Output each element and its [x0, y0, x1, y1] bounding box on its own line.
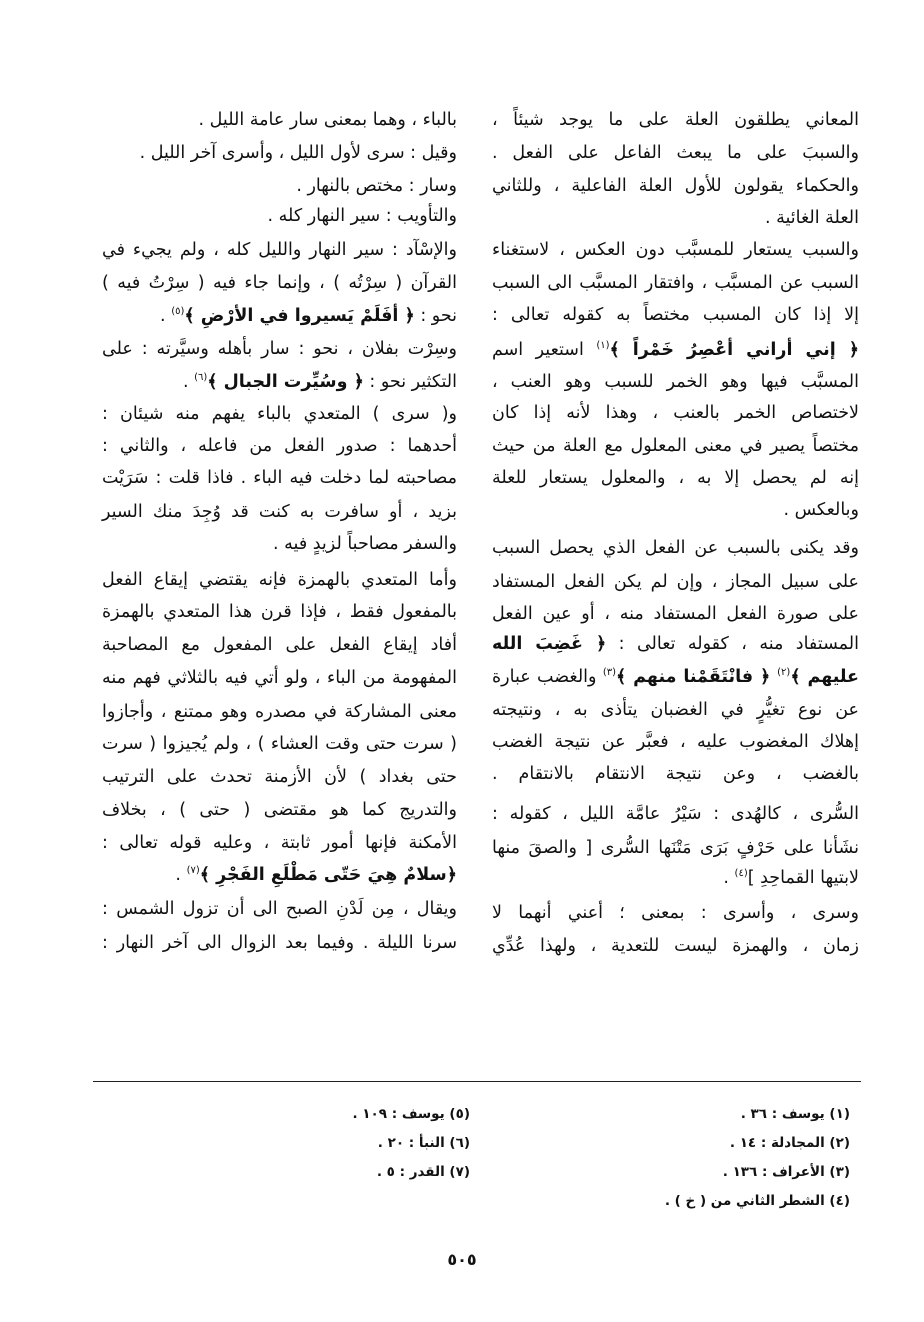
text-span: على صورة الفعل المستفاد منه ، أو عين الفعل [492, 604, 859, 624]
text-line [492, 496, 859, 524]
text-span: ويقال ، مِن لَدْنِ الصبح الى أن تزول الشمس : [102, 899, 457, 919]
footnote-ref: (٦) [194, 372, 208, 384]
text-span: وبالعكس . [783, 500, 859, 520]
text-line [102, 400, 457, 428]
text-line [102, 269, 457, 297]
text-span: وسرى ، وأسرى : بمعنى ؛ أعني أنهما لا [492, 903, 859, 923]
text-line [102, 368, 457, 396]
text-line [102, 172, 457, 200]
text-span: والتدريج كما هو مقتضى ( حتى ) ، بخلاف [102, 800, 457, 820]
quran-quote: عليهم ﴾ [790, 667, 859, 687]
text-span: . [175, 865, 187, 885]
text-line [492, 204, 859, 232]
text-span: المفهومة من الباء ، ولو أتي فيه بالثلاثي فهم منه [102, 668, 457, 688]
text-line [492, 139, 859, 167]
text-line [492, 534, 859, 562]
text-span: وقيل : سرى لأول الليل ، وأسرى آخر الليل . [139, 143, 457, 163]
text-line [492, 864, 859, 892]
footnotes-right [490, 1100, 850, 1216]
text-line [102, 139, 457, 167]
text-line [102, 464, 457, 492]
text-line [492, 368, 859, 396]
text-span: مصاحبته لما دخلت فيه الباء . فاذا قلت : سَرَيْت [102, 468, 457, 488]
text-line [492, 728, 859, 756]
quran-quote: ﴿ غَضِبَ الله [492, 634, 607, 654]
text-span: أفاد إيقاع الفعل على المفعول مع المصاحبة [102, 635, 457, 655]
text-span: إلا إذا كان المسبب مختصاً به كقوله تعالى : [492, 305, 859, 325]
text-span: مختصاً يصير في معنى المعلول مع العلة من حيث [492, 436, 859, 456]
text-span: والسبب يستعار للمسبَّب دون العكس ، لاستغناء [492, 240, 859, 260]
text-line [492, 432, 859, 460]
text-span: العلة الغائية . [764, 208, 859, 228]
text-line [492, 696, 859, 724]
text-line [102, 566, 457, 594]
text-span: والسفر مصاحباً لزيدٍ فيه . [273, 534, 457, 554]
text-line [492, 172, 859, 200]
text-span: . [723, 868, 735, 888]
text-line [102, 498, 457, 526]
text-span: المسبَّب فيها وهو الخمر للسبب وهو العنب ، [492, 372, 859, 392]
text-line [102, 302, 457, 330]
text-span: الأمكنة فإنها أمور ثابتة ، وعليه قوله تعالى : [102, 833, 457, 853]
text-span: والتأويب : سير النهار كله . [267, 206, 457, 226]
text-line [102, 895, 457, 923]
footnote-ref: (٥) [171, 306, 185, 318]
text-line [102, 530, 457, 558]
text-span: عن نوع تغيُّرٍ في الغضبان يتأذى به ، ونتيجته [492, 700, 859, 720]
text-span: أحدهما : صدور الفعل من فاعله ، والثاني : [102, 436, 457, 456]
text-span: بالغضب ، وعن نتيجة الانتقام بالانتقام . [492, 764, 859, 784]
text-line [102, 631, 457, 659]
text-line [102, 598, 457, 626]
text-line [102, 335, 457, 363]
text-span: المستفاد منه ، كقوله تعالى : [606, 634, 859, 654]
text-span: و( سرى ) المتعدي بالباء يفهم منه شيئان : [102, 404, 457, 424]
text-line [492, 399, 859, 427]
quran-quote: ﴿ أفَلَمْ يَسيروا في الأرْضِ ﴾ [184, 306, 415, 326]
text-line [492, 932, 859, 960]
text-span: بالباء ، وهما بمعنى سار عامة الليل . [198, 110, 457, 130]
text-span: زمان ، والهمزة ليست للتعدية ، ولهذا عُدِّي [492, 936, 859, 956]
text-span: والحكماء يقولون للأول العلة الفاعلية ، وللثاني [492, 176, 859, 196]
text-span: حتى بغداد ) لأن الأزمنة تحدث على الترتيب [102, 767, 457, 787]
text-line [492, 336, 859, 364]
text-span: سرنا الليلة . وفيما بعد الزوال الى آخر النهار : [102, 933, 457, 953]
text-line [492, 834, 859, 862]
text-line [492, 568, 859, 596]
text-span: السبب عن المسبَّب ، وافتقار المسبَّب الى السبب [492, 273, 859, 293]
quran-quote: ﴿ إني أراني أعْصِرُ خَمْراً ﴾ [609, 340, 860, 360]
text-line [492, 630, 859, 658]
text-span: معنى المشاركة في مصدره وهو ممتنع ، وأجازوا [102, 702, 457, 722]
footnote-ref: (٧) [186, 865, 200, 877]
footnote: (٣) الأعراف : ١٣٦ . [722, 1164, 850, 1180]
footnote: (٧) القدر : ٥ . [376, 1164, 470, 1180]
text-span: . [182, 372, 195, 392]
text-span: التكثير نحو : [363, 372, 457, 392]
quran-quote: ﴿سلامٌ هِيَ حَتّى مَطْلَعِ الفَجْرِ ﴾ [199, 865, 457, 885]
text-span: لاختصاص الخمر بالعنب ، وهذا لأنه إذا كان [492, 403, 859, 423]
text-span: بالمفعول فقط ، فإذا قرن هذا المتعدي بالهمزة [102, 602, 457, 622]
text-span: وأما المتعدي بالهمزة فإنه يقتضي إيقاع الفعل [102, 570, 457, 590]
quran-quote: ﴿ وسُيِّرت الجبال ﴾ [207, 372, 364, 392]
footnotes-left [170, 1100, 470, 1187]
text-line [102, 763, 457, 791]
text-span: والإسْآد : سير النهار والليل كله ، ولم يجيء في [102, 240, 457, 260]
text-span: وسار : مختص بالنهار . [296, 176, 457, 196]
text-line [492, 899, 859, 927]
footnote: (٢) المجادلة : ١٤ . [729, 1135, 850, 1151]
text-line [492, 269, 859, 297]
footnote: (٦) النبأ : ٢٠ . [377, 1135, 470, 1151]
text-span: وسِرْت بفلان ، نحو : سار بأهله وسيَّرته : على [102, 339, 457, 359]
text-line [492, 106, 859, 134]
text-span: إنه لم يحصل إلا به ، والمعلول يستعار للعلة [492, 468, 859, 488]
text-line [102, 698, 457, 726]
text-span: المعاني يطلقون العلة على ما يوجد شيئاً ، [492, 110, 859, 130]
text-line [102, 202, 457, 230]
footnote-ref: (٢) [777, 667, 791, 679]
footnote-separator [93, 1081, 861, 1082]
text-line [102, 796, 457, 824]
quran-quote: ﴿ فانْتَقَمْنا منهم ﴾ [616, 667, 778, 687]
text-line [492, 236, 859, 264]
text-span: السُّرى ، كالهُدى : سَيْرُ عامَّة الليل ، كقوله : [492, 804, 859, 824]
text-span: نشَأنا على حَرْفٍ بَرَى مَتْنَها السُّرى [ والصقَ منها [492, 838, 859, 858]
footnote-ref: (٤) [734, 868, 748, 880]
text-line [102, 106, 457, 134]
text-span: إهلاك المغضوب عليه ، فعبَّر عن نتيجة الغضب [492, 732, 859, 752]
text-span: ( سرت حتى وقت العشاء ) ، ولم يُجيزوا ( سرت [102, 734, 457, 754]
text-line [492, 663, 859, 691]
text-line [102, 829, 457, 857]
text-span: القرآن ( سِرْتُه ) ، وإنما جاء فيه ( سِرْتُ فيه ) [102, 273, 457, 293]
text-line [102, 432, 457, 460]
text-span: وقد يكنى بالسبب عن الفعل الذي يحصل السبب [492, 538, 859, 558]
text-line [102, 861, 457, 889]
text-span: على سبيل المجاز ، وإن لم يكن الفعل المستفاد [492, 572, 859, 592]
footnote: (١) يوسف : ٣٦ . [740, 1106, 850, 1122]
text-span: . [160, 306, 172, 326]
text-line [492, 760, 859, 788]
text-span: والغضب عبارة [492, 667, 603, 687]
text-line [492, 800, 859, 828]
text-span: والسببَ على ما يبعث الفاعل على الفعل . [492, 143, 859, 163]
text-line [102, 664, 457, 692]
text-line [492, 600, 859, 628]
page-number: ٥٠٥ [447, 1250, 477, 1269]
text-line [492, 301, 859, 329]
text-span: استعير اسم [492, 340, 597, 360]
text-line [102, 236, 457, 264]
footnote-ref: (٣) [602, 667, 617, 679]
text-line [102, 730, 457, 758]
footnote: (٥) يوسف : ١٠٩ . [352, 1106, 470, 1122]
footnote-ref: (١) [596, 340, 610, 352]
footnote: (٤) الشطر الثاني من ( خ ) . [664, 1193, 850, 1209]
text-line [102, 929, 457, 957]
text-line [492, 464, 859, 492]
text-span: بزيد ، أو سافرت به كنت قد وُجِدَ منك السير [102, 502, 457, 522]
text-span: لابتيها القماحِدِ ] [747, 868, 859, 888]
text-span: نحو : [414, 306, 457, 326]
